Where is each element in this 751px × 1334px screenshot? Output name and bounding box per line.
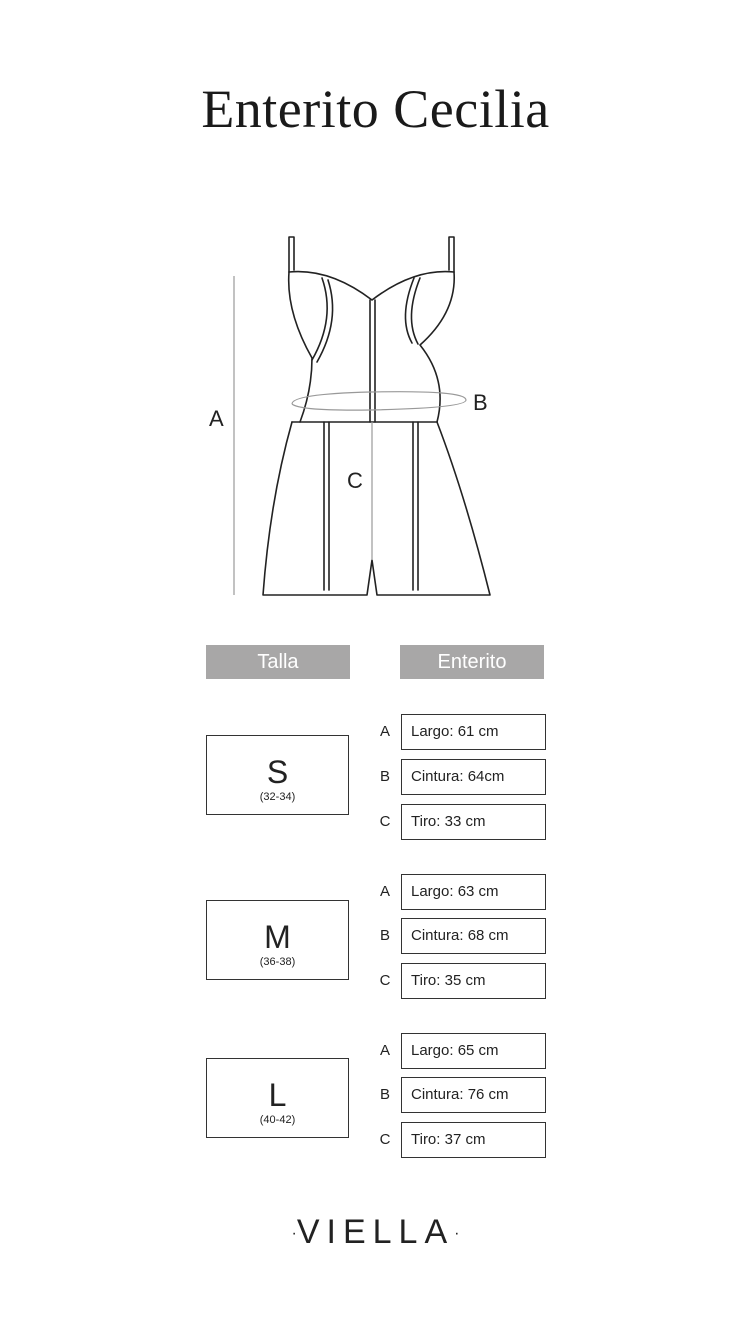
measure-key: C [379,813,391,830]
label-b: B [473,390,488,415]
measure-value: Largo: 63 cm [401,874,546,910]
garment-diagram [0,0,751,640]
brand-logo [0,1213,751,1252]
size-letter: L [268,1077,287,1113]
header-size: Talla [206,645,350,679]
size-box-s [206,735,349,815]
measure-key: B [379,927,390,944]
measure-value: Cintura: 76 cm [401,1077,546,1113]
size-range: (32-34) [259,791,296,803]
brand-name: VIELLA [296,1213,455,1251]
page-title: Enterito Cecilia [201,79,550,139]
size-letter: M [264,919,291,955]
measure-key: B [379,768,390,785]
size-box-l [206,1058,349,1138]
brand-dot-right: · [454,1225,460,1243]
measure-key: A [379,883,390,900]
label-c: C [347,468,363,493]
measure-value: Cintura: 64cm [401,759,546,795]
measure-value: Tiro: 37 cm [401,1122,546,1158]
measure-key: C [379,1131,391,1148]
label-a: A [209,406,224,431]
measure-value: Largo: 65 cm [401,1033,546,1069]
measure-value: Largo: 61 cm [401,714,546,750]
measure-value: Tiro: 33 cm [401,804,546,840]
size-box-m [206,900,349,980]
header-garment: Enterito [400,645,544,679]
brand-dot-left: · [291,1225,297,1243]
measure-value: Tiro: 35 cm [401,963,546,999]
measure-key: A [379,1042,390,1059]
size-letter: S [266,754,289,790]
measure-key: C [379,972,391,989]
size-range: (36-38) [259,956,296,968]
measure-key: B [379,1086,390,1103]
measure-value: Cintura: 68 cm [401,918,546,954]
size-range: (40-42) [259,1114,296,1126]
measure-key: A [379,723,390,740]
